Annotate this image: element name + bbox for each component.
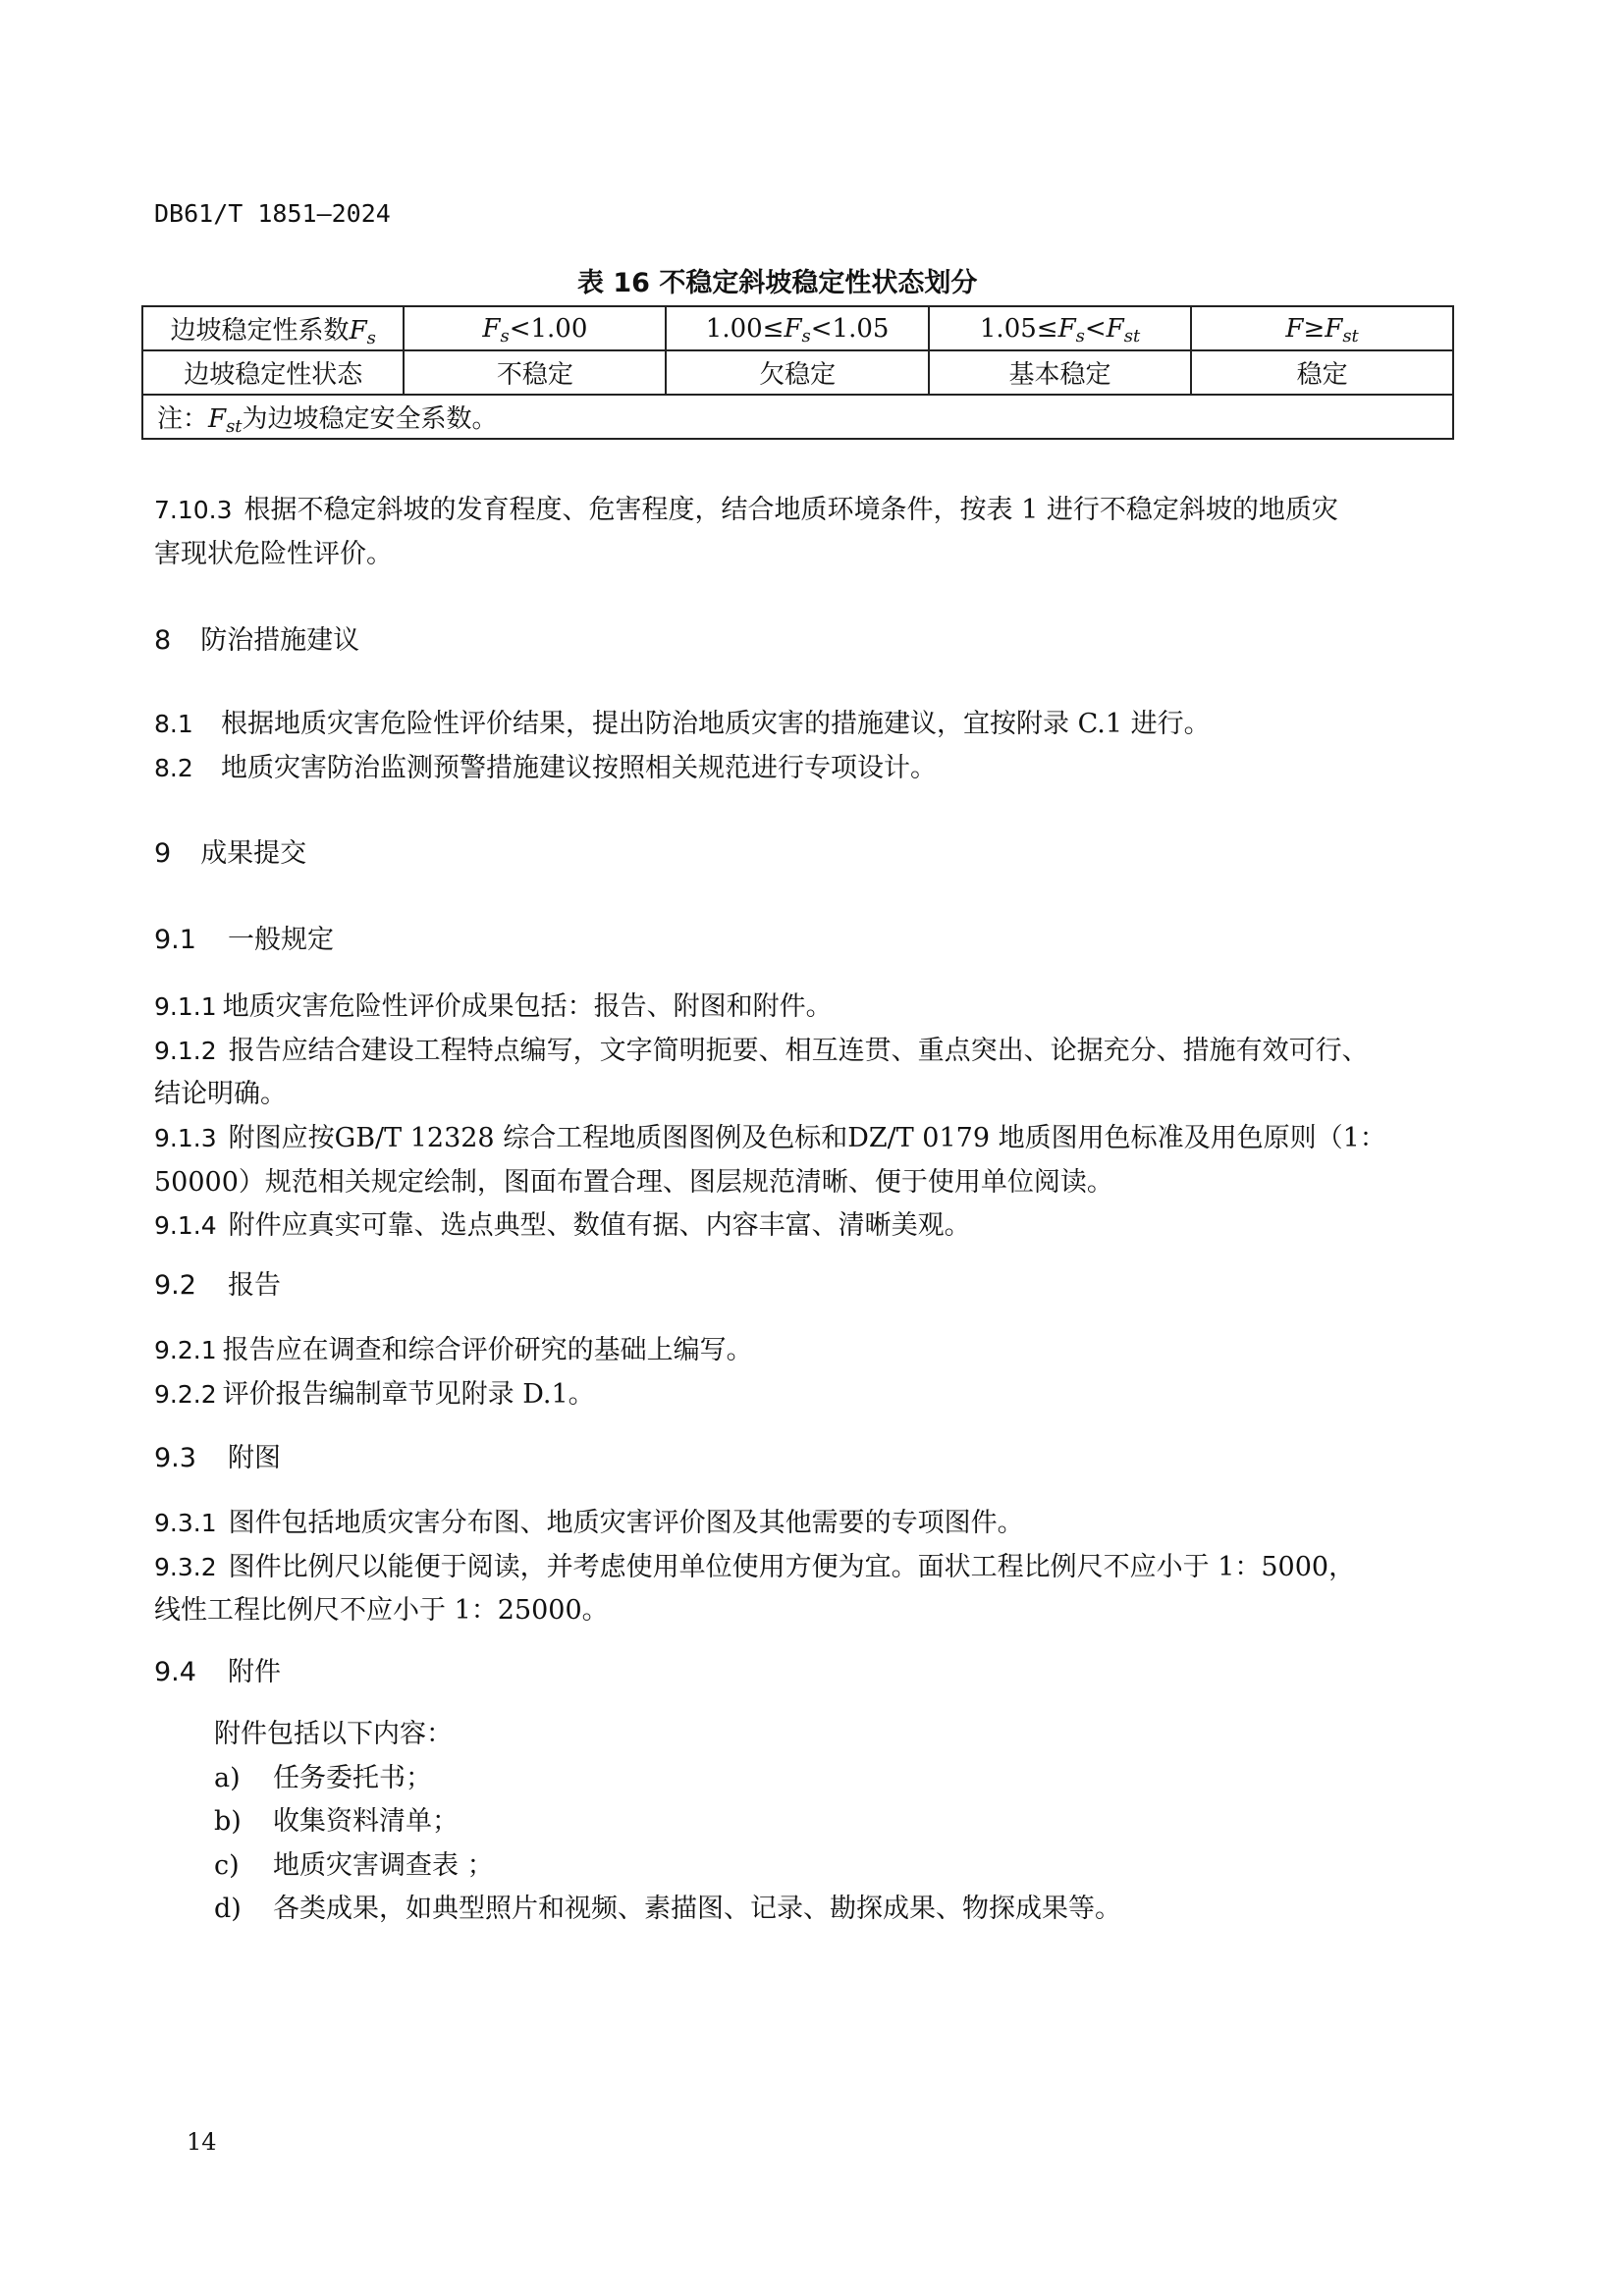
clause-9-1-4: 9.1.4 附件应真实可靠、选点典型、数值有据、内容丰富、清晰美观。	[154, 1210, 971, 1241]
clause-9-3-1: 9.3.1 图件包括地质灾害分布图、地质灾害评价图及其他需要的专项图件。	[154, 1508, 1024, 1538]
table-note-row	[142, 395, 1453, 439]
table-cell: $1.05\le F_s<F_{st}$	[929, 306, 1191, 350]
page-number: 14	[187, 2128, 217, 2156]
section-9-heading: 9 成果提交	[154, 838, 307, 869]
table-cell: $F\ge F_{st}$	[1191, 306, 1453, 350]
clause-9-3-2-line1: 9.3.2 图件比例尺以能便于阅读，并考虑使用单位使用方便为宜。面状工程比例尺不应小于 1：5000，	[154, 1552, 1356, 1582]
table-cell: 边坡稳定性系数$F_s$	[142, 306, 404, 350]
clause-9-1-1: 9.1.1 地质灾害危险性评价成果包括：报告、附图和附件。	[154, 991, 833, 1022]
table-note: 注：$F_{st}$为边坡稳定安全系数。	[142, 395, 1453, 439]
clause-9-1-3-line2: 50000）规范相关规定绘制，图面布置合理、图层规范清晰、便于使用单位阅读。	[154, 1167, 1113, 1198]
section-9-4-heading: 9.4 附件	[154, 1657, 281, 1687]
doc-code-header: DB61/T 1851—2024	[154, 199, 391, 228]
section-8-heading: 8 防治措施建议	[154, 625, 360, 656]
table-cell: 不稳定	[404, 350, 666, 395]
list-item: d) 各类成果，如典型照片和视频、素描图、记录、勘探成果、物探成果等。	[214, 1894, 1121, 1924]
clause-8-1: 8.1 根据地质灾害危险性评价结果，提出防治地质灾害的措施建议，宜按附录 C.1 进行。	[154, 709, 1211, 739]
clause-9-1-2-line2: 结论明确。	[154, 1079, 287, 1109]
clause-7-10-3-line1: 7.10.3 根据不稳定斜坡的发育程度、危害程度，结合地质环境条件，按表 1 进行不稳定斜坡的地质灾	[154, 495, 1338, 525]
clause-9-2-1: 9.2.1 报告应在调查和综合评价研究的基础上编写。	[154, 1335, 753, 1365]
table-cell: 边坡稳定性状态	[142, 350, 404, 395]
section-9-2-heading: 9.2 报告	[154, 1270, 281, 1301]
section-9-1-heading: 9.1 一般规定	[154, 925, 334, 955]
clause-9-2-2: 9.2.2 评价报告编制章节见附录 D.1。	[154, 1379, 595, 1410]
table-caption: 表 16 不稳定斜坡稳定性状态划分	[577, 268, 978, 298]
clause-9-1-3-line1: 9.1.3 附图应按GB/T 12328 综合工程地质图图例及色标和DZ/T 0179 地质图用色标准及用色原则（1：	[154, 1123, 1386, 1153]
table-row	[142, 350, 1453, 395]
table-cell: 稳定	[1191, 350, 1453, 395]
stability-table	[141, 305, 1454, 440]
table-row	[142, 306, 1453, 350]
list-item: b) 收集资料清单；	[214, 1806, 459, 1837]
list-item: c) 地质灾害调查表 ；	[214, 1850, 494, 1881]
table-cell: $1.00\le F_s<1.05$	[666, 306, 929, 350]
clause-7-10-3-line2: 害现状危险性评价。	[154, 539, 393, 569]
table-cell: 基本稳定	[929, 350, 1191, 395]
section-9-3-heading: 9.3 附图	[154, 1443, 281, 1473]
clause-8-2: 8.2 地质灾害防治监测预警措施建议按照相关规范进行专项设计。	[154, 753, 937, 783]
attachments-intro: 附件包括以下内容：	[214, 1719, 453, 1749]
clause-9-1-2-line1: 9.1.2 报告应结合建设工程特点编写，文字简明扼要、相互连贯、重点突出、论据充分、措施有效可行、	[154, 1036, 1369, 1066]
clause-9-3-2-line2: 线性工程比例尺不应小于 1：25000。	[154, 1595, 609, 1626]
list-item: a) 任务委托书；	[214, 1763, 432, 1793]
table-cell: 欠稳定	[666, 350, 929, 395]
table-cell: $F_s<1.00$	[404, 306, 666, 350]
